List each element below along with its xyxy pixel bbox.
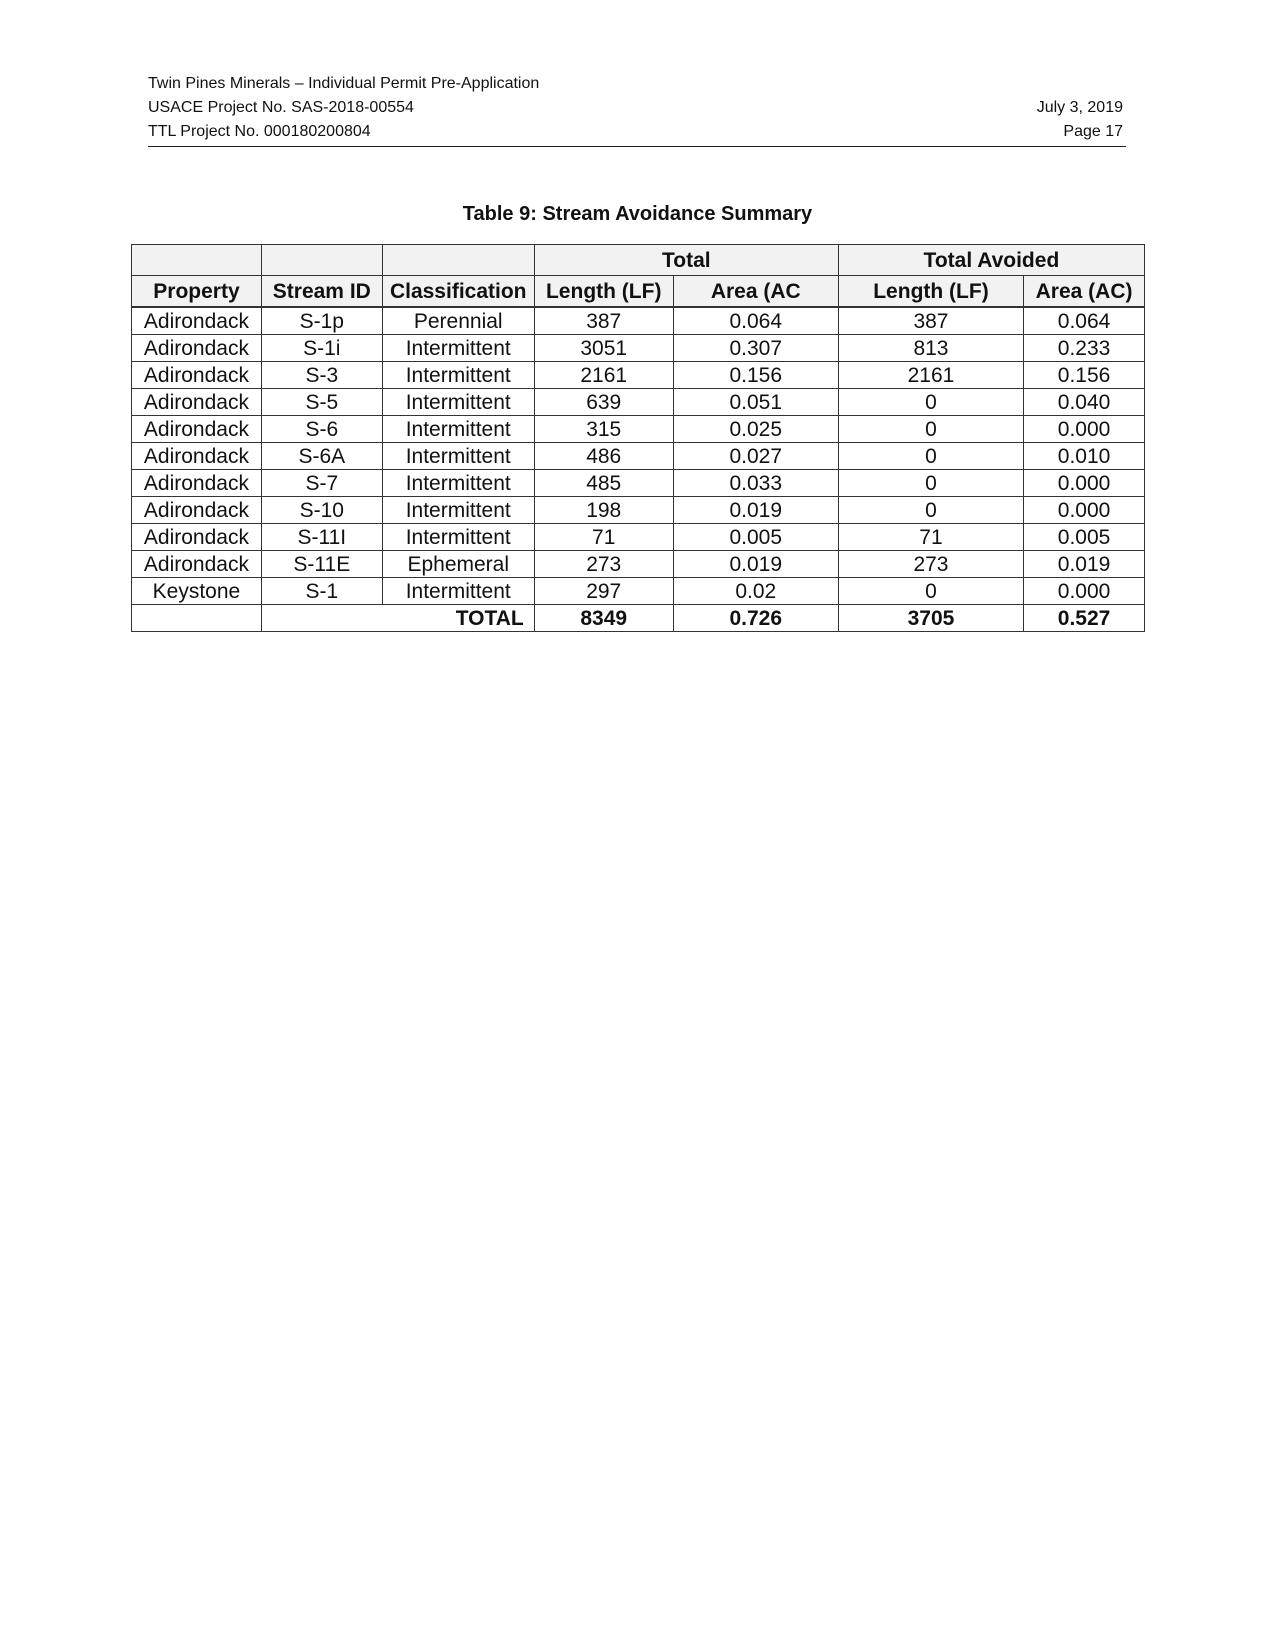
column-header-total-area: Area (AC [673,276,838,308]
column-header-avoided-area: Area (AC) [1024,276,1145,308]
page-header [148,72,1126,147]
cell-property: Adirondack [132,524,262,551]
cell-avoided-length: 0 [838,416,1023,443]
cell-property: Adirondack [132,416,262,443]
cell-total-length: 639 [534,389,673,416]
table-row [132,497,1145,524]
column-header-property: Property [132,276,262,308]
cell-classification: Intermittent [382,497,534,524]
cell-avoided-length: 71 [838,524,1023,551]
empty-total-cell [132,605,262,632]
cell-total-length: 485 [534,470,673,497]
table-row [132,335,1145,362]
table-row [132,443,1145,470]
cell-total-area: 0.027 [673,443,838,470]
cell-avoided-length: 0 [838,497,1023,524]
cell-stream-id: S-1p [261,307,382,335]
header-row-1 [148,72,1126,96]
cell-total-area: 0.019 [673,551,838,578]
cell-total-length: 387 [534,307,673,335]
cell-classification: Intermittent [382,578,534,605]
cell-classification: Ephemeral [382,551,534,578]
cell-total-length: 71 [534,524,673,551]
column-header-total-length: Length (LF) [534,276,673,308]
table-row [132,416,1145,443]
cell-total-area: 0.025 [673,416,838,443]
cell-avoided-length: 0 [838,443,1023,470]
header-usace-project-no: USACE Project No. SAS-2018-00554 [148,99,414,116]
header-page-number: Page 17 [1063,123,1123,140]
table-row [132,551,1145,578]
cell-total-length: 2161 [534,362,673,389]
cell-avoided-area: 0.000 [1024,578,1145,605]
cell-avoided-area: 0.005 [1024,524,1145,551]
cell-classification: Intermittent [382,443,534,470]
cell-property: Adirondack [132,307,262,335]
group-header-total-avoided: Total Avoided [838,245,1144,276]
cell-stream-id: S-1 [261,578,382,605]
cell-total-area: 0.051 [673,389,838,416]
empty-header-cell [132,245,262,276]
cell-classification: Perennial [382,307,534,335]
empty-header-cell [261,245,382,276]
table-row [132,389,1145,416]
cell-property: Adirondack [132,443,262,470]
cell-total-area: 0.033 [673,470,838,497]
total-row [132,605,1145,632]
column-header-classification: Classification [382,276,534,308]
cell-classification: Intermittent [382,416,534,443]
header-project-title: Twin Pines Minerals – Individual Permit Pre-Application [148,75,540,92]
cell-total-length: 315 [534,416,673,443]
cell-avoided-area: 0.019 [1024,551,1145,578]
column-header-stream-id: Stream ID [261,276,382,308]
cell-total-length: 198 [534,497,673,524]
cell-total-area: 0.019 [673,497,838,524]
cell-stream-id: S-3 [261,362,382,389]
table-row [132,524,1145,551]
cell-stream-id: S-6 [261,416,382,443]
cell-avoided-length: 0 [838,470,1023,497]
cell-property: Adirondack [132,551,262,578]
column-header-row [132,276,1145,308]
cell-avoided-area: 0.233 [1024,335,1145,362]
cell-avoided-area: 0.040 [1024,389,1145,416]
cell-classification: Intermittent [382,524,534,551]
empty-header-cell [382,245,534,276]
cell-avoided-length: 387 [838,307,1023,335]
cell-classification: Intermittent [382,335,534,362]
cell-avoided-length: 0 [838,389,1023,416]
cell-property: Adirondack [132,362,262,389]
cell-total-length: 273 [534,551,673,578]
column-header-avoided-length: Length (LF) [838,276,1023,308]
cell-total-area: 0.307 [673,335,838,362]
cell-total-area: 0.064 [673,307,838,335]
cell-avoided-area: 0.000 [1024,470,1145,497]
cell-total-length: 3051 [534,335,673,362]
cell-total-length: 486 [534,443,673,470]
total-area: 0.726 [673,605,838,632]
cell-avoided-length: 273 [838,551,1023,578]
cell-total-area: 0.005 [673,524,838,551]
cell-stream-id: S-1i [261,335,382,362]
cell-stream-id: S-6A [261,443,382,470]
stream-avoidance-table [131,244,1145,632]
total-avoided-length: 3705 [838,605,1023,632]
header-row-3 [148,120,1126,144]
cell-avoided-area: 0.000 [1024,497,1145,524]
cell-stream-id: S-5 [261,389,382,416]
header-date: July 3, 2019 [1036,99,1123,116]
table-row [132,578,1145,605]
cell-property: Keystone [132,578,262,605]
cell-stream-id: S-11E [261,551,382,578]
table-row [132,307,1145,335]
table-body [132,307,1145,632]
cell-classification: Intermittent [382,470,534,497]
total-length: 8349 [534,605,673,632]
cell-avoided-area: 0.064 [1024,307,1145,335]
cell-avoided-length: 0 [838,578,1023,605]
cell-avoided-area: 0.010 [1024,443,1145,470]
total-label: TOTAL [261,605,534,632]
cell-stream-id: S-10 [261,497,382,524]
group-header-row [132,245,1145,276]
cell-avoided-length: 813 [838,335,1023,362]
cell-property: Adirondack [132,470,262,497]
cell-total-area: 0.02 [673,578,838,605]
group-header-total: Total [534,245,838,276]
total-avoided-area: 0.527 [1024,605,1145,632]
cell-avoided-area: 0.156 [1024,362,1145,389]
cell-total-length: 297 [534,578,673,605]
cell-property: Adirondack [132,389,262,416]
cell-classification: Intermittent [382,362,534,389]
cell-stream-id: S-11I [261,524,382,551]
header-ttl-project-no: TTL Project No. 000180200804 [148,123,371,140]
table-row [132,470,1145,497]
table-caption: Table 9: Stream Avoidance Summary [462,203,813,225]
cell-stream-id: S-7 [261,470,382,497]
cell-avoided-area: 0.000 [1024,416,1145,443]
header-row-2 [148,96,1126,120]
table-row [132,362,1145,389]
cell-classification: Intermittent [382,389,534,416]
cell-avoided-length: 2161 [838,362,1023,389]
cell-total-area: 0.156 [673,362,838,389]
cell-property: Adirondack [132,497,262,524]
cell-property: Adirondack [132,335,262,362]
